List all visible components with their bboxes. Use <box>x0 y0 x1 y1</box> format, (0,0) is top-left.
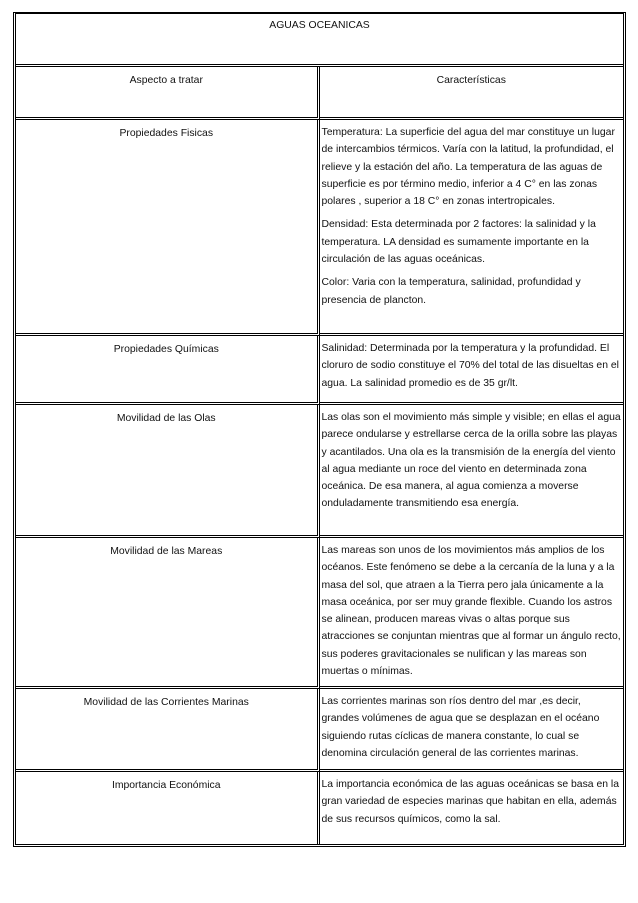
aspect-cell: Propiedades Fisicas <box>16 120 320 336</box>
table-row <box>16 120 623 336</box>
paragraph: Las olas son el movimiento más simple y visible; en ellas el agua parece ondularse y estrellarse cerca de la orilla sobre las playas y acantilados. Una ola es la transmisión de la energía del viento al agua mediante un roce del viento en determinada zona oceánica. De esa manera, al agua comienza a moverse onduladamente transmitiendo esa energía. <box>321 412 621 510</box>
characteristics-cell <box>320 336 624 405</box>
characteristics-cell <box>320 772 624 844</box>
paragraph: Salinidad: Determinada por la temperatura y la profundidad. El cloruro de sodio constituye el 70% del total de las disueltas en el agua. La salinidad promedio es de 35 gr/lt. <box>321 343 619 389</box>
characteristics-cell <box>320 120 624 336</box>
aspect-cell: Movilidad de las Corrientes Marinas <box>16 689 320 772</box>
header-aspect: Aspecto a tratar <box>16 67 320 120</box>
paragraph: Las mareas son unos de los movimientos más amplios de los océanos. Este fenómeno se debe a la cercanía de la luna y a la masa del sol, que atraen a la Tierra pero jala únicamente a la masa oceánica, por ser muy grande flexible. Cuando los astros se alinean, producen mareas vivas o altas porque sus atracciones se conjuntan mientras que al formar un ángulo recto, sus poderes gravitacionales se nulifican y las mareas son muertas o mínimas. <box>321 545 621 678</box>
paragraph: Temperatura: La superficie del agua del mar constituye un lugar de intercambios térmicos. Varía con la latitud, la profundidad, el relieve y la estación del año. La temperatura de las aguas de superficie es por término medio, inferior a 4 C° en las zonas polares , superior a 18 C° en zonas intertropicales. <box>321 127 615 208</box>
paragraph: Las corrientes marinas son ríos dentro del mar ,es decir, grandes volúmenes de agua que se desplazan en el océano siguiendo rutas cíclicas de manera constante, lo cual se denomina circulación general de las corrientes marinas. <box>321 696 600 759</box>
header-characteristics: Características <box>320 67 624 120</box>
aspect-cell: Movilidad de las Mareas <box>16 538 320 689</box>
document-page <box>13 12 626 847</box>
table-row <box>16 336 623 405</box>
paragraph: Densidad: Esta determinada por 2 factores: la salinidad y la temperatura. LA densidad es sumamente importante en la circulación de las aguas oceánicas. <box>321 219 596 266</box>
characteristics-cell <box>320 405 624 538</box>
table-row <box>16 538 623 689</box>
table-row <box>16 689 623 772</box>
aspect-cell: Propiedades Químicas <box>16 336 320 405</box>
characteristics-cell <box>320 689 624 772</box>
aspect-cell: Movilidad de las Olas <box>16 405 320 538</box>
characteristics-cell <box>320 538 624 689</box>
oceanic-waters-table <box>13 12 626 847</box>
table-title: AGUAS OCEANICAS <box>16 14 623 67</box>
paragraph: La importancia económica de las aguas oceánicas se basa en la gran variedad de especies marinas que habitan en ella, además de sus recursos químicos, como la sal. <box>321 779 619 825</box>
table-row <box>16 405 623 538</box>
paragraph: Color: Varia con la temperatura, salinidad, profundidad y presencia de plancton. <box>321 277 581 306</box>
header-row <box>16 67 623 120</box>
table-row <box>16 772 623 844</box>
aspect-cell: Importancia Económica <box>16 772 320 844</box>
